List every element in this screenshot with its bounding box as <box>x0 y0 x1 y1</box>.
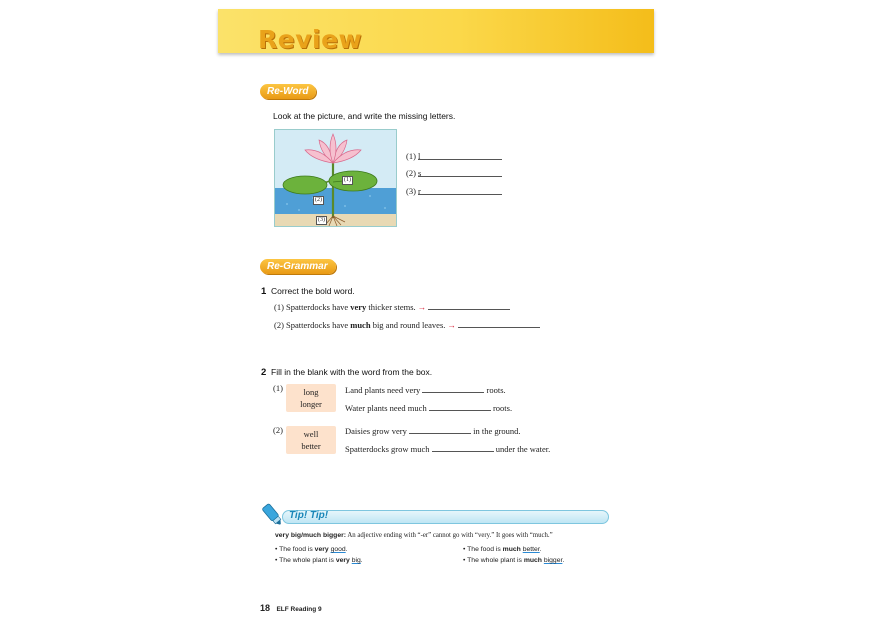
q2-line <box>345 402 512 413</box>
q2-instruction: Fill in the blank with the word from the box. <box>271 367 433 377</box>
picture-label-1: (1) <box>344 177 351 183</box>
example-text: The food is <box>467 546 503 553</box>
sentence-end: under the water. <box>495 444 551 454</box>
example-text: The food is <box>279 546 315 553</box>
tip-example-4 <box>463 557 564 564</box>
arrow-right-icon: → <box>417 302 427 312</box>
review-banner <box>218 9 654 53</box>
page-footer <box>260 598 322 616</box>
q2-line <box>345 443 550 454</box>
tip-text: An adjective ending with “-er” cannot go with “very.” It goes with “much.” <box>346 532 553 539</box>
example-bold: very <box>335 557 350 564</box>
answer-blank[interactable] <box>428 301 510 310</box>
answer-blank[interactable] <box>418 151 502 160</box>
example-text: The whole plant is <box>279 557 336 564</box>
highlighter-icon <box>259 502 285 528</box>
tip-heading: very big/much bigger: <box>275 532 347 539</box>
example-end: . <box>345 546 348 553</box>
sentence-start: Spatterdocks have <box>286 302 351 312</box>
example-word: bigger <box>543 557 563 564</box>
picture-label-2: (2) <box>315 197 322 203</box>
bullet: • <box>463 557 466 564</box>
answer-blank[interactable] <box>422 384 484 393</box>
word-box-1 <box>286 384 336 412</box>
re-grammar-tag: Re-Grammar <box>260 259 336 274</box>
q1-heading <box>261 286 355 297</box>
box-word: longer <box>300 399 322 409</box>
example-end: . <box>360 557 363 564</box>
sentence-start: Water plants need much <box>345 403 427 413</box>
example-bold: much <box>523 557 542 564</box>
q2-line <box>345 425 521 436</box>
bold-word: very <box>350 302 367 312</box>
tip-example-1 <box>275 546 348 553</box>
reword-item-num: (2) <box>406 168 416 178</box>
bold-word: much <box>350 320 371 330</box>
reword-letter: s <box>418 168 422 178</box>
word-box-2 <box>286 426 336 454</box>
q2-number: 2 <box>261 367 267 378</box>
q1-item-num: (1) <box>274 302 284 312</box>
example-word: good <box>330 546 346 553</box>
sentence-end: roots. <box>486 385 506 395</box>
q2-group-2-num: (2) <box>273 425 283 435</box>
tip-example-2 <box>275 557 363 564</box>
box-word: better <box>301 441 321 451</box>
reword-item-1 <box>406 151 502 161</box>
answer-blank[interactable] <box>458 319 540 328</box>
tip-explanation <box>275 532 553 539</box>
answer-blank[interactable] <box>418 168 502 177</box>
reword-item-3 <box>406 186 502 196</box>
reword-item-num: (1) <box>406 151 416 161</box>
answer-blank[interactable] <box>429 402 491 411</box>
q2-group-1-num: (1) <box>273 383 283 393</box>
re-word-tag: Re-Word <box>260 84 316 99</box>
sentence-end: in the ground. <box>473 426 521 436</box>
sentence-end: roots. <box>492 403 513 413</box>
example-end: . <box>539 546 542 553</box>
answer-blank[interactable] <box>418 186 502 195</box>
example-text: The whole plant is <box>467 557 524 564</box>
example-bold: very <box>314 546 329 553</box>
q1-number: 1 <box>261 286 267 297</box>
reword-item-num: (3) <box>406 186 416 196</box>
bullet: • <box>275 546 278 553</box>
page-number: 18 <box>260 603 271 613</box>
picture-label-3: (3) <box>318 217 325 223</box>
sentence-start: Spatterdocks have <box>286 320 351 330</box>
lotus-picture <box>274 129 397 227</box>
bullet: • <box>275 557 278 564</box>
tip-bar <box>282 510 609 524</box>
answer-blank[interactable] <box>432 443 494 452</box>
example-word: better <box>522 546 540 553</box>
example-bold: much <box>502 546 521 553</box>
q2-line <box>345 384 506 395</box>
q1-item-2 <box>274 319 540 330</box>
q1-item-1 <box>274 301 510 312</box>
sentence-start: Spatterdocks grow much <box>345 444 430 454</box>
book-title: ELF Reading 9 <box>276 606 322 613</box>
sentence-end: thicker stems. <box>366 302 416 312</box>
box-word: well <box>303 429 319 439</box>
example-word: big <box>351 557 361 564</box>
reword-item-2 <box>406 168 502 178</box>
answer-blank[interactable] <box>409 425 471 434</box>
q1-item-num: (2) <box>274 320 284 330</box>
re-word-instruction: Look at the picture, and write the missing letters. <box>273 111 456 121</box>
box-word: long <box>303 387 319 397</box>
tip-example-3 <box>463 546 542 553</box>
q2-heading <box>261 367 432 378</box>
page-title: Review <box>258 25 363 54</box>
example-end: . <box>562 557 565 564</box>
q1-instruction: Correct the bold word. <box>271 286 355 296</box>
sentence-start: Land plants need very <box>345 385 421 395</box>
lotus-illustration <box>275 130 396 226</box>
reword-letter: l <box>418 151 421 161</box>
bullet: • <box>463 546 466 553</box>
arrow-right-icon: → <box>447 320 457 330</box>
tip-title: Tip! Tip! <box>289 510 329 521</box>
sentence-start: Daisies grow very <box>345 426 407 436</box>
sentence-end: big and round leaves. <box>370 320 446 330</box>
reword-letter: r <box>418 186 421 196</box>
